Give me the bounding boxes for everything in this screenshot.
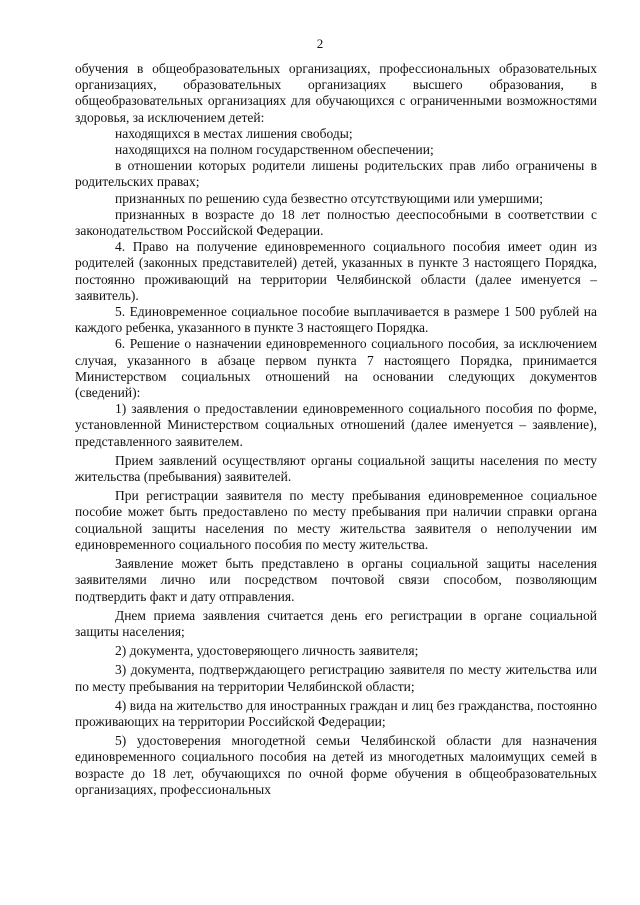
paragraph: обучения в общеобразовательных организациях, профессиональных образовательных организациях, образовательных организациях высшего образования, в общеобразовательных организациях для обучающихся с ограниченными возможностями здоровья, за исключением детей: bbox=[75, 61, 597, 125]
document-body bbox=[75, 61, 597, 798]
paragraph: 3) документа, подтверждающего регистрацию заявителя по месту жительства или по месту пребывания на территории Челябинской области; bbox=[75, 662, 597, 694]
paragraph: Заявление может быть представлено в органы социальной защиты населения заявителями лично или посредством почтовой связи способом, позволяющим подтвердить факт и дату отправления. bbox=[75, 556, 597, 604]
paragraph: 5. Единовременное социальное пособие выплачивается в размере 1 500 рублей на каждого ребенка, указанного в пункте 3 настоящего Порядка. bbox=[75, 304, 597, 336]
paragraph: 6. Решение о назначении единовременного социального пособия, за исключением случая, указанного в абзаце первом пункта 7 настоящего Порядка, принимается Министерством социальных отношений на основании следующих документов (сведений): bbox=[75, 336, 597, 401]
paragraph: признанных в возрасте до 18 лет полностью дееспособными в соответствии с законодательством Российской Федерации. bbox=[75, 206, 597, 239]
paragraph: 1) заявления о предоставлении единовременного социального пособия по форме, установленной Министерством социальных отношений (далее именуется – заявление), представленного заявителем. bbox=[75, 401, 597, 449]
paragraph: в отношении которых родители лишены родительских прав либо ограничены в родительских правах; bbox=[75, 158, 597, 190]
paragraph: находящихся на полном государственном обеспечении; bbox=[115, 142, 434, 158]
paragraph: 2) документа, удостоверяющего личность заявителя; bbox=[115, 643, 419, 659]
paragraph: Днем приема заявления считается день его регистрации в органе социальной защиты населения; bbox=[75, 607, 597, 639]
paragraph: 4. Право на получение единовременного социального пособия имеет один из родителей (законных представителей) детей, указанных в пункте 3 настоящего Порядка, постоянно проживающий на территории Челябинской области (далее именуется – заявитель). bbox=[75, 239, 597, 303]
paragraph: При регистрации заявителя по месту пребывания единовременное социальное пособие может быть предоставлено по месту пребывания при наличии справки органа социальной защиты населения по месту жительства заявителя о неполучении им единовременного социального пособия по месту жительства. bbox=[75, 488, 597, 552]
paragraph: 4) вида на жительство для иностранных граждан и лиц без гражданства, постоянно проживающих на территории Российской Федерации; bbox=[75, 697, 597, 729]
paragraph: находящихся в местах лишения свободы; bbox=[115, 125, 353, 141]
paragraph: 5) удостоверения многодетной семьи Челябинской области для назначения единовременного социального пособия на детей из многодетных малоимущих семей в возрасте до 18 лет, обучающихся по очной форме обучения в общеобразовательных организациях, профессиональных bbox=[75, 733, 597, 797]
paragraph: признанных по решению суда безвестно отсутствующими или умершими; bbox=[115, 190, 543, 206]
page-number: 2 bbox=[316, 36, 324, 51]
paragraph: Прием заявлений осуществляют органы социальной защиты населения по месту жительства (пребывания) заявителей. bbox=[75, 452, 597, 485]
